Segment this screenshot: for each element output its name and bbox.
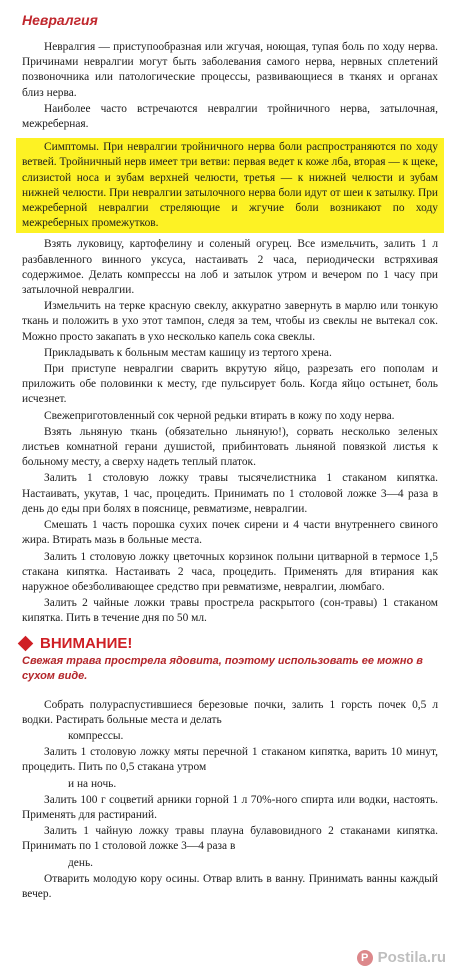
remedy-paragraph: Собрать полураспустившиеся березовые почки, залить 1 горсть почек 0,5 л водки. Растирать больные места и делать bbox=[22, 698, 438, 726]
remedy-paragraph: Отварить молодую кору осины. Отвар влить в ванну. Принимать ванны каждый вечер. bbox=[22, 872, 438, 900]
remedy-paragraph: Залить 1 столовую ложку цветочных корзинок полыни цитварной в термосе 1,5 стакана кипятка. Настаивать 2 часа, процедить. Применять для втирания как наружное обезболивающее средство при ревматизме, невралгии, люмбаго. bbox=[22, 550, 438, 593]
diamond-bullet-icon bbox=[18, 635, 34, 651]
remedy-paragraph: Залить 1 столовую ложку травы тысячелистника 1 стаканом кипятка. Настаивать, укутав, 1 час, процедить. Принимать по 1 столовой ложке 3—4 раза в день до еды при болях в пояснице, ревматизме, невралгии. bbox=[22, 472, 438, 515]
remedy-paragraph: Смешать 1 часть порошка сухих почек сирени и 4 части внутреннего свиного жира. Втирать мазь в больные места. bbox=[22, 519, 438, 547]
remedy-paragraph: Свежеприготовленный сок черной редьки втирать в кожу по ходу нерва. bbox=[44, 409, 395, 422]
attention-warning-text: Свежая трава прострела ядовита, поэтому использовать ее можно в сухом виде. bbox=[22, 654, 423, 682]
symptoms-highlight: Симптомы. При невралгии тройничного нерва боли распространяются по ходу ветвей. Тройничный нерв имеет три ветви: первая ведет к коже лба, вторая — к щеке, слизистой носа и зубам верхней челюсти, третья — к нижней челюсти и зубам нижней челюсти. При невралгии затылочного нерва боли идут от шеи к затылку. При межреберной невралгии стреляющие и жгучие боли возникают по ходу межреберных промежутков. bbox=[16, 138, 444, 233]
remedy-paragraph-continuation: день. bbox=[68, 856, 93, 869]
postila-logo-icon: P bbox=[357, 950, 373, 966]
remedy-paragraph: Измельчить на терке красную свеклу, аккуратно завернуть в марлю или тонкую ткань и положить в ухо этот тампон, следя за тем, чтобы из свеклы не вытекал сок. Можно просто закапать в ухо несколько капель сока свеклы. bbox=[22, 300, 438, 343]
article-title: Невралгия bbox=[22, 12, 98, 28]
intro-paragraph: Невралгия — приступообразная или жгучая, ноющая, тупая боль по ходу нерва. Причинами невралгии могут быть заболевания самого нерва, нервных сплетений позвоночника или патологические процессы, развивающиеся в тканях и органах близ нерва. bbox=[22, 41, 438, 99]
remedy-paragraph-continuation: и на ночь. bbox=[68, 777, 117, 790]
remedy-paragraph: Взять льняную ткань (обязательно льняную!), сорвать несколько зеленых листьев комнатной герани душистой, прибинтовать льняной повязкой листья к больному месту, а сверху надеть теплый платок. bbox=[22, 425, 438, 469]
remedy-paragraph: При приступе невралгии сварить вкрутую яйцо, разрезать его пополам и приложить обе половинки к месту, где пульсирует боль. Когда яйцо остынет, боль исчезнет. bbox=[22, 363, 438, 406]
remedy-paragraph: Прикладывать к больным местам кашицу из тертого хрена. bbox=[44, 346, 332, 359]
remedy-paragraph-continuation: компрессы. bbox=[68, 729, 124, 742]
remedy-paragraph: Залить 1 чайную ложку травы плауна булавовидного 2 стаканами кипятка. Принимать по 1 столовой ложке 3—4 раза в bbox=[22, 825, 438, 853]
remedy-paragraph: Залить 100 г соцветий арники горной 1 л 70%-ного спирта или водки, настоять. Применять для растираний. bbox=[22, 793, 438, 821]
watermark-text: Postila.ru bbox=[377, 949, 446, 966]
attention-header bbox=[16, 635, 438, 652]
intro-paragraph: Наиболее часто встречаются невралгии тройничного нерва, затылочная, межреберная. bbox=[22, 102, 438, 131]
remedy-paragraph: Залить 1 столовую ложку мяты перечной 1 стаканом кипятка, варить 10 минут, процедить. Пить по 0,5 стакана утром bbox=[22, 746, 438, 774]
attention-label: ВНИМАНИЕ! bbox=[40, 634, 133, 652]
remedy-paragraph: Взять луковицу, картофелину и соленый огурец. Все измельчить, залить 1 л разбавленного винного уксуса, настаивать 2 часа, периодически встряхивая содержимое. Делать компрессы на лоб и затылок утром и вечером по 1 часу при затылочной невралгии. bbox=[22, 238, 438, 297]
remedy-list-second bbox=[22, 698, 438, 903]
remedy-paragraph: Залить 2 чайные ложки травы прострела раскрытого (сон-травы) 1 стаканом кипятка. Пить в течение дня по 50 мл. bbox=[22, 597, 438, 625]
